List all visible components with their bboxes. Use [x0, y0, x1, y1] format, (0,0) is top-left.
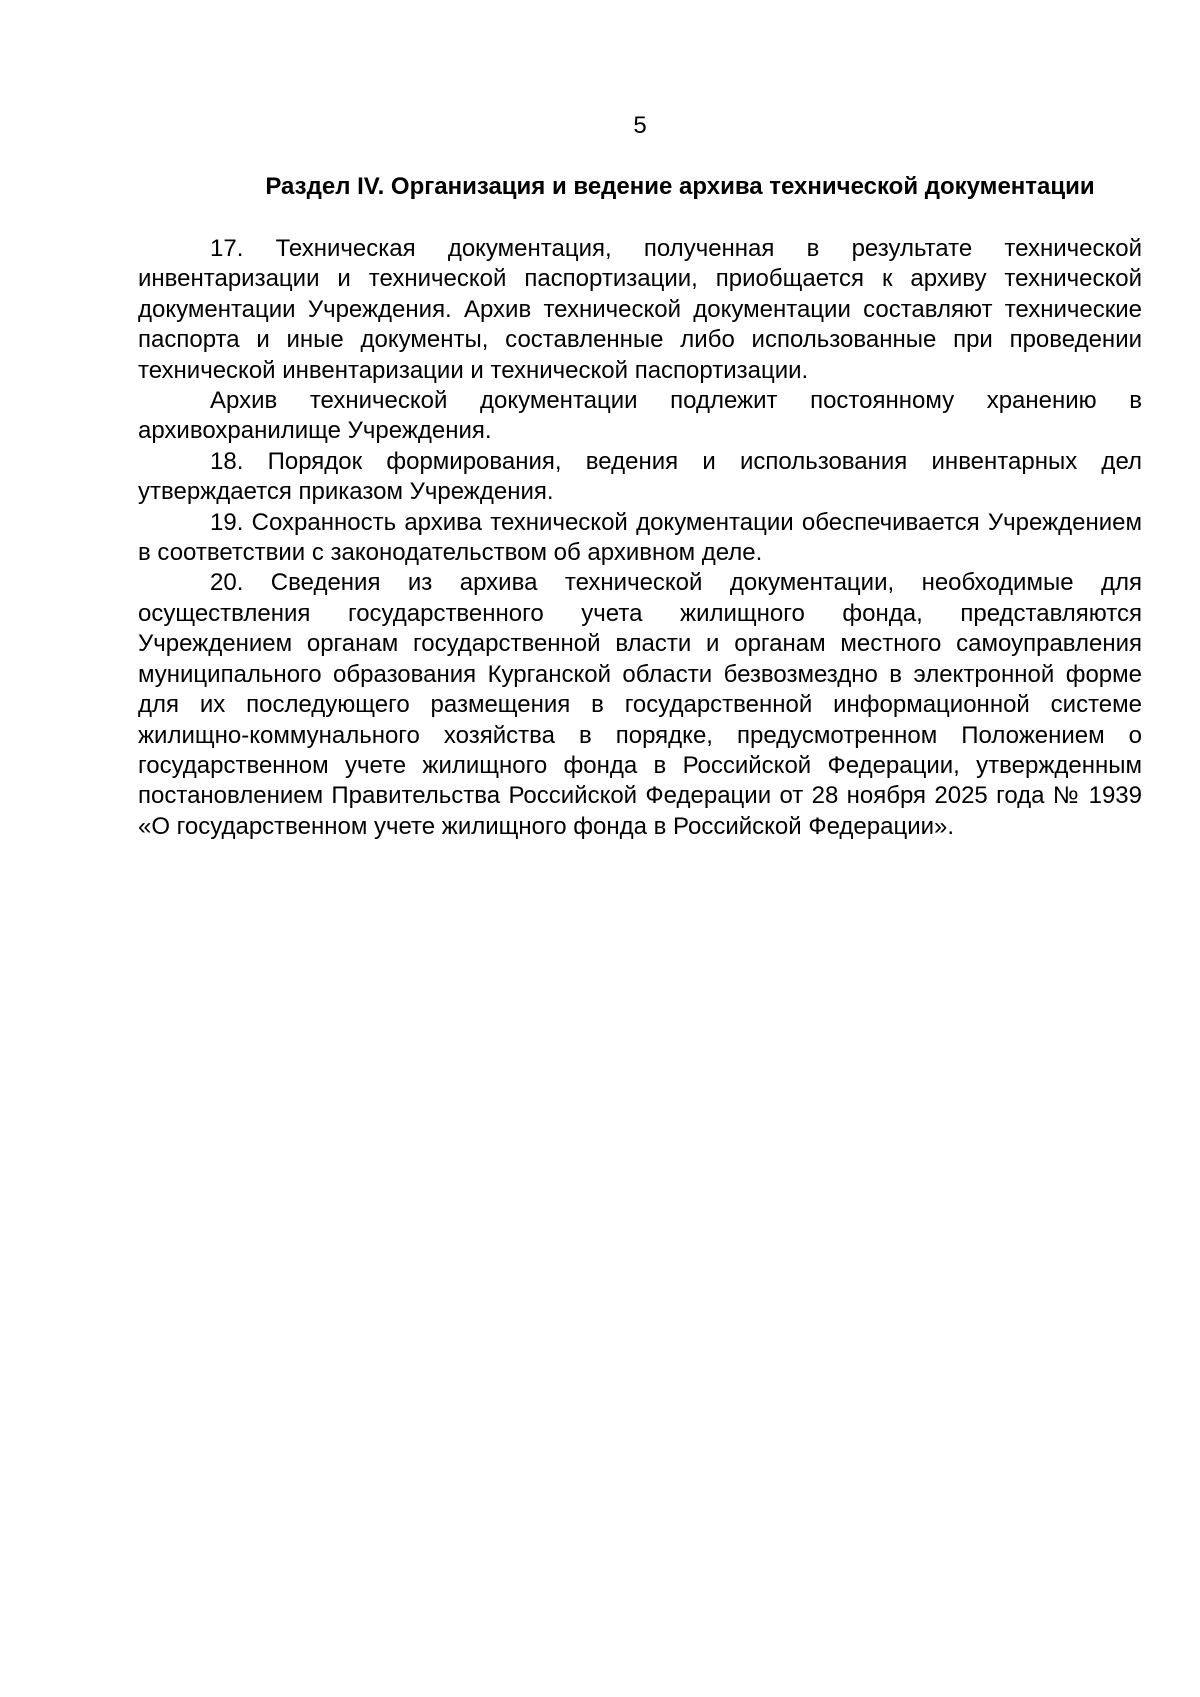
page-number: 5 [633, 112, 647, 139]
paragraph-17: 17. Техническая документация, полученная в результате технической инвентаризации и технической паспортизации, приобщается к архиву технической документации Учреждения. Архив технической документации составляют технические паспорта и иные документы, составленные либо использованные при проведении технической инвентаризации и технической паспортизации. [138, 235, 1142, 384]
paragraph-17-archive-storage: Архив технической документации подлежит постоянному хранению в архивохранилище Учреждения. [138, 387, 1142, 445]
document-body [138, 234, 1142, 842]
paragraph-18: 18. Порядок формирования, ведения и использования инвентарных дел утверждается приказом Учреждения. [138, 447, 1142, 506]
paragraph-19: 19. Сохранность архива технической документации обеспечивается Учреждением в соответствии с законодательством об архивном деле. [138, 508, 1142, 567]
paragraph-20: 20. Сведения из архива технической документации, необходимые для осуществления государственного учета жилищного фонда, представляются Учреждением органам государственной власти и органам местного самоуправления муниципального образования Курганской области безвозмездно в электронной форме для их последующего размещения в государственной информационной системе жилищно-коммунального хозяйства в порядке, предусмотренном Положением о государственном учете жилищного фонда в Российской Федерации, утвержденным постановлением Правительства Российской Федерации от 28 ноября 2025 года № 1939 «О государственном учете жилищного фонда в Российской Федерации». [138, 569, 1142, 840]
section-title: Раздел IV. Организация и ведение архива технической документации [265, 173, 1095, 200]
